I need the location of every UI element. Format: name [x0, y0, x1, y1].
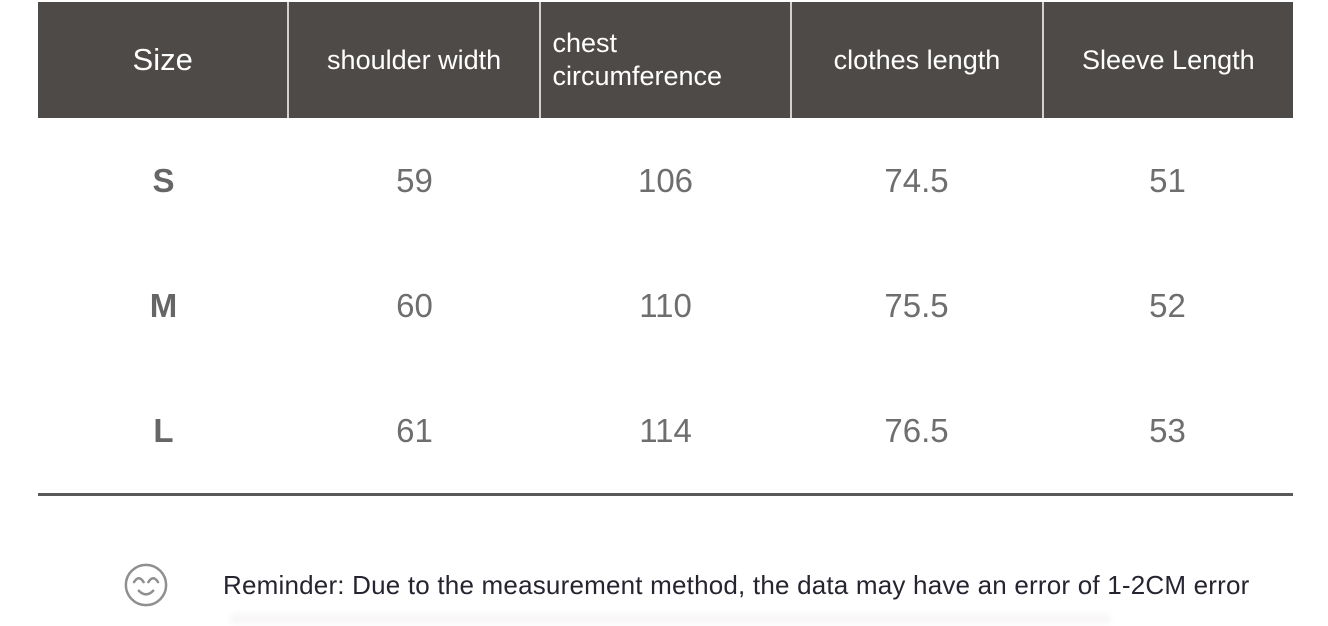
column-header-clothes-length	[792, 2, 1043, 118]
clothes-length-cell: 74.5	[884, 161, 949, 199]
ghost-text-artifact	[230, 614, 1110, 624]
sleeve-length-cell: 53	[1149, 411, 1186, 449]
shoulder-width-cell: 61	[396, 411, 433, 449]
size-cell: M	[149, 286, 178, 324]
column-header-sleeve-length	[1044, 2, 1293, 118]
column-header-label: Size	[132, 42, 193, 78]
chest-circumference-cell: 110	[639, 286, 692, 324]
table-row-size-m	[38, 243, 1293, 368]
reminder-note	[123, 562, 1293, 608]
table-body	[38, 118, 1293, 493]
sleeve-length-cell: 51	[1149, 161, 1186, 199]
size-cell: L	[153, 411, 174, 449]
column-header-label: shoulder width	[327, 44, 502, 75]
table-row-size-l	[38, 368, 1293, 493]
column-header-label: Sleeve Length	[1082, 44, 1255, 75]
column-header-shoulder-width	[289, 2, 540, 118]
column-header-label: clothes length	[833, 44, 1001, 75]
chest-circumference-cell: 114	[639, 411, 692, 449]
size-chart-table	[38, 2, 1293, 608]
table-bottom-divider	[38, 493, 1293, 496]
chest-circumference-cell: 106	[637, 161, 694, 199]
reminder-text: Reminder: Due to the measurement method, the data may have an error of 1-2CM error	[223, 569, 1250, 600]
column-header-size	[38, 2, 289, 118]
size-cell: S	[152, 161, 175, 199]
smiley-face-icon	[123, 562, 169, 608]
clothes-length-cell: 75.5	[884, 286, 949, 324]
column-header-chest-circumference	[541, 2, 792, 118]
shoulder-width-cell: 59	[396, 161, 433, 199]
clothes-length-cell: 76.5	[884, 411, 949, 449]
sleeve-length-cell: 52	[1149, 286, 1186, 324]
table-header-row	[38, 2, 1293, 118]
shoulder-width-cell: 60	[396, 286, 433, 324]
column-header-label: chest circumference	[552, 28, 723, 91]
table-row-size-s	[38, 118, 1293, 243]
